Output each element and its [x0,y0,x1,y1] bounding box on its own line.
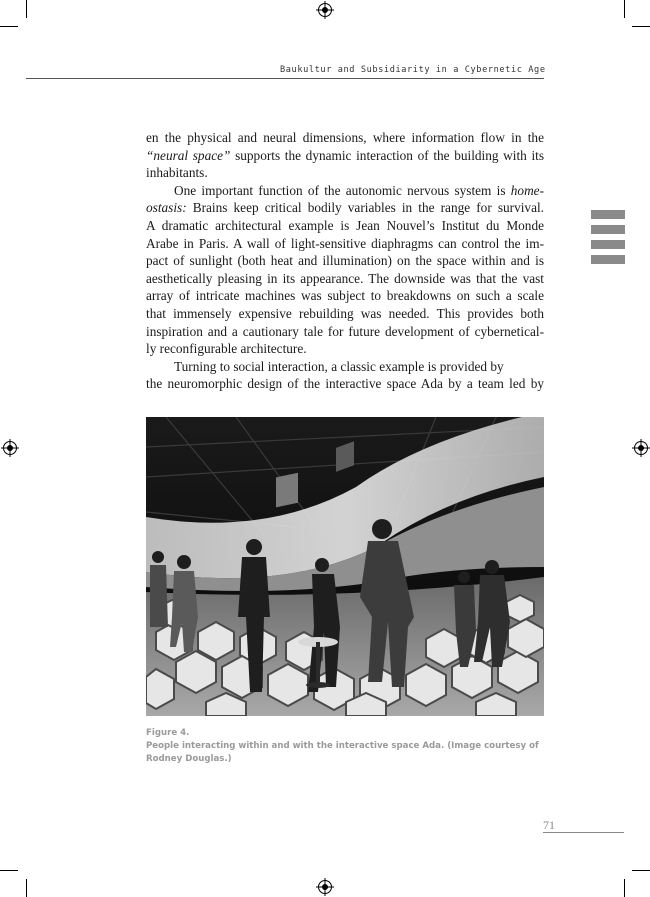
crop-mark [632,26,650,27]
paragraph [146,182,544,358]
text-line: en the physical and neural dimensions, where information flow in the [146,130,544,145]
text-line: that immensely expensive rebuilding was needed. This provides both [146,305,544,321]
registration-mark-icon [318,880,332,894]
crop-mark [26,0,27,18]
crop-mark [624,0,625,18]
paragraph [146,358,544,393]
thumb-tab [591,255,625,264]
text-line: pact of sunlight (both heat and illumination) on the space within and is [146,253,544,269]
text-run: One important function of the autonomic nervous system is [174,182,511,198]
thumb-index [591,210,625,270]
crop-mark [624,879,625,897]
italic-term: ostasis: [146,200,187,216]
registration-mark-icon [3,441,17,455]
running-head: Baukultur and Subsidiarity in a Cybernetic Age [280,65,546,75]
page-number: 71 [543,818,555,832]
crop-mark [632,870,650,871]
text-run: supports the dynamic interaction of the building with its [230,147,545,163]
registration-mark-icon [318,3,332,17]
text-line: A dramatic architectural example is Jean Nouvel’s Institut du Monde [146,217,544,233]
caption-text: People interacting within and with the interactive space Ada. (Image courtesy of Rodney Douglas.) [146,741,539,764]
paragraph [146,129,544,182]
crop-mark [0,870,18,871]
body-text [146,129,544,393]
italic-term: “neural space” [146,147,231,163]
folio-rule [543,832,624,833]
text-line: Turning to social interaction, a classic example is provided by [174,358,504,374]
text-line: Arabe in Paris. A wall of light-sensitive diaphragms can control the im- [146,235,544,251]
text-line: aesthetically pleasing in its appearance. The downside was that the vast [146,270,544,286]
italic-term: home- [510,182,544,198]
crop-mark [26,879,27,897]
crop-mark [0,26,18,27]
text-line: inspiration and a cautionary tale for future development of cybernetical- [146,323,544,339]
figure-photo [146,417,544,716]
text-line [146,182,544,200]
thumb-tab [591,240,625,249]
text-line [146,147,544,165]
figure-caption [146,727,544,766]
text-line: inhabitants. [146,165,208,181]
registration-mark-icon [634,441,648,455]
text-run: Brains keep critical bodily variables in the range for survival. [186,200,544,216]
figure-label: Figure 4. [146,728,190,738]
thumb-tab [591,210,625,219]
header-rule [26,78,544,79]
text-line: the neuromorphic design of the interactive space Ada by a team led by [146,376,544,392]
text-line: array of intricate machines was subject to breakdowns on such a scale [146,288,544,304]
text-line: ly reconfigurable architecture. [146,341,307,357]
text-line [146,199,544,217]
photo-illustration [146,417,544,716]
thumb-tab [591,225,625,234]
